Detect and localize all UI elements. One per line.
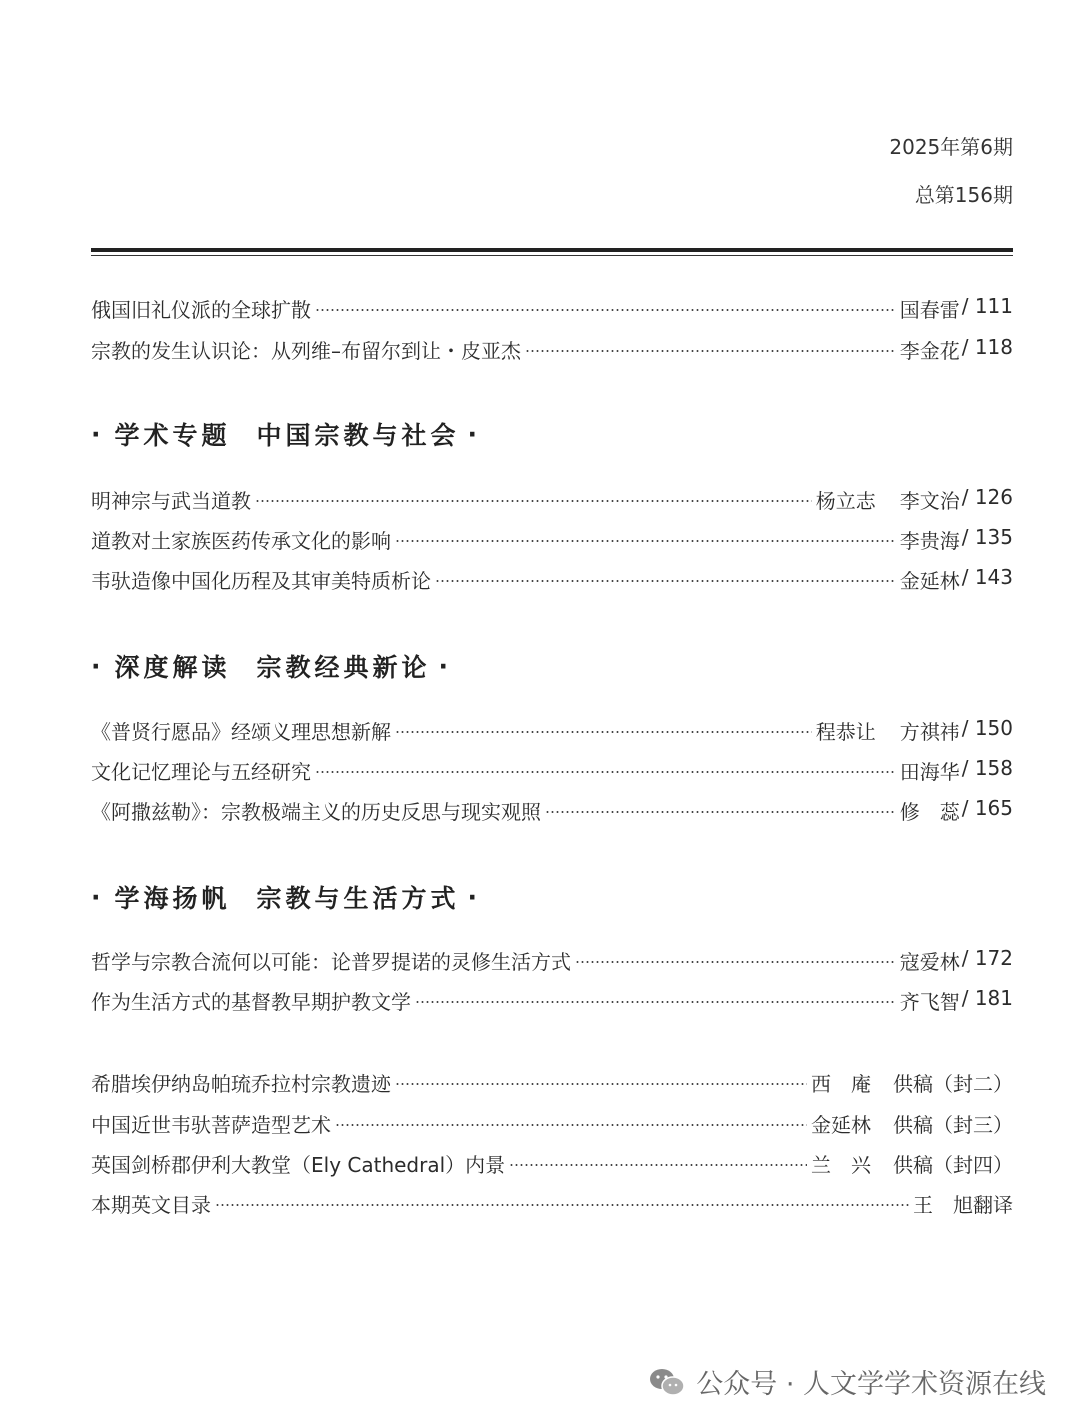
- section-bullet: ·: [467, 882, 482, 912]
- toc-entry[interactable]: [91, 716, 1013, 744]
- leader-dots: [509, 1164, 807, 1166]
- leader-dots: [525, 350, 896, 352]
- leader-dots: [335, 1124, 807, 1126]
- toc-extra-entry[interactable]: [91, 1189, 1013, 1217]
- section-column: 学术专题: [114, 421, 231, 450]
- entry-page: / 150: [961, 715, 1013, 740]
- toc-entry[interactable]: [91, 294, 1013, 322]
- section-column: 深度解读: [114, 653, 231, 682]
- entry-byline: [900, 335, 1013, 364]
- entry-byline: [913, 1189, 1013, 1218]
- entry-byline: [900, 796, 1013, 825]
- entry-author: 李贵海: [899, 528, 960, 553]
- entry-byline: [900, 986, 1013, 1015]
- toc-entry[interactable]: [91, 986, 1013, 1014]
- toc-extra-entry[interactable]: [91, 1068, 1013, 1096]
- leader-dots: [395, 1083, 807, 1085]
- entry-author: 金延林: [899, 568, 960, 593]
- total-issue-number: 总第156期: [914, 183, 1013, 207]
- toc-extra-entry[interactable]: [91, 1149, 1013, 1177]
- entry-page: / 111: [961, 293, 1013, 318]
- entry-title: 宗教的发生认识论：从列维–布留尔到让・皮亚杰: [91, 338, 521, 363]
- leader-dots: [315, 309, 896, 311]
- entry-byline: [900, 946, 1013, 975]
- section-bullet: ·: [91, 882, 105, 912]
- entry-title: 俄国旧礼仪派的全球扩散: [91, 297, 311, 322]
- entry-page: / 118: [961, 334, 1013, 359]
- entry-byline: [816, 485, 1013, 514]
- entry-page: / 126: [961, 484, 1013, 509]
- entry-author: 方祺祎: [899, 719, 960, 744]
- toc-entry[interactable]: [91, 565, 1013, 593]
- toc-extra-entry[interactable]: [91, 1109, 1013, 1137]
- section-bullet: ·: [91, 419, 105, 449]
- leader-dots: [255, 500, 812, 502]
- leader-dots: [315, 771, 896, 773]
- entry-title: 《阿撒兹勒》：宗教极端主义的历史反思与现实观照: [91, 799, 541, 824]
- entry-byline: [811, 1068, 1013, 1097]
- section-heading: [91, 879, 481, 915]
- entry-note: 供稿（封三）: [893, 1112, 1013, 1137]
- issue-number: 2025年第6期: [889, 135, 1013, 159]
- entry-title: 英国剑桥郡伊利大教堂（Ely Cathedral）内景: [91, 1152, 506, 1177]
- entry-author: 李金花: [899, 338, 960, 363]
- entry-title: 哲学与宗教合流何以可能：论普罗提诺的灵修生活方式: [91, 949, 571, 974]
- entry-author: 李文治: [899, 488, 960, 513]
- entry-page: / 143: [961, 564, 1013, 589]
- leader-dots: [395, 731, 812, 733]
- entry-title: 作为生活方式的基督教早期护教文学: [91, 989, 411, 1014]
- section-column: 学海扬帆: [114, 884, 231, 913]
- section-heading: [91, 648, 452, 684]
- leader-dots: [395, 540, 896, 542]
- entry-author: 程恭让: [815, 719, 876, 744]
- toc-entry[interactable]: [91, 525, 1013, 553]
- entry-author: 西 庵: [811, 1071, 871, 1096]
- header-rule-thick: [91, 248, 1013, 252]
- entry-author: 王 旭翻译: [913, 1192, 1013, 1217]
- watermark-text: 公众号 · 人文学学术资源在线: [696, 1369, 1046, 1400]
- leader-dots: [435, 580, 896, 582]
- entry-byline: [816, 716, 1013, 745]
- entry-title: 道教对土家族医药传承文化的影响: [91, 528, 391, 553]
- entry-byline: [811, 1149, 1013, 1178]
- toc-entry[interactable]: [91, 796, 1013, 824]
- entry-page: / 181: [961, 985, 1013, 1010]
- entry-title: 中国近世韦驮菩萨造型艺术: [91, 1112, 331, 1137]
- section-theme: 宗教经典新论: [256, 653, 431, 682]
- entry-author: 修 蕊: [899, 799, 960, 824]
- entry-byline: [900, 294, 1013, 323]
- entry-author: 兰 兴: [811, 1152, 871, 1177]
- entry-title: 《普贤行愿品》经颂义理思想新解: [91, 719, 391, 744]
- entry-author: 田海华: [899, 759, 960, 784]
- toc-entry[interactable]: [91, 335, 1013, 363]
- leader-dots: [575, 961, 896, 963]
- wechat-icon: [648, 1367, 686, 1397]
- entry-page: / 158: [961, 755, 1013, 780]
- entry-title: 希腊埃伊纳岛帕琉乔拉村宗教遗迹: [91, 1071, 391, 1096]
- section-theme: 中国宗教与社会: [256, 421, 460, 450]
- entry-author: 国春雷: [899, 297, 960, 322]
- entry-author: 齐飞智: [899, 989, 960, 1014]
- header-rule-thin: [91, 255, 1013, 256]
- watermark: [648, 1362, 1046, 1401]
- toc-entry[interactable]: [91, 756, 1013, 784]
- entry-author: 杨立志: [815, 488, 876, 513]
- toc-entry[interactable]: [91, 946, 1013, 974]
- section-heading: [91, 416, 481, 452]
- entry-title: 明神宗与武当道教: [91, 488, 251, 513]
- section-theme: 宗教与生活方式: [256, 884, 460, 913]
- entry-title: 本期英文目录: [91, 1192, 211, 1217]
- entry-byline: [811, 1109, 1013, 1138]
- entry-byline: [900, 525, 1013, 554]
- section-bullet: ·: [467, 419, 482, 449]
- section-bullet: ·: [438, 651, 453, 681]
- entry-note: 供稿（封二）: [893, 1071, 1013, 1096]
- leader-dots: [415, 1001, 896, 1003]
- entry-note: 供稿（封四）: [893, 1152, 1013, 1177]
- entry-page: / 135: [961, 524, 1013, 549]
- toc-entry[interactable]: [91, 485, 1013, 513]
- entry-author: 金延林: [811, 1112, 871, 1137]
- leader-dots: [215, 1204, 909, 1206]
- entry-byline: [900, 565, 1013, 594]
- entry-page: / 172: [961, 945, 1013, 970]
- entry-author: 寇爱林: [899, 949, 960, 974]
- entry-page: / 165: [961, 795, 1013, 820]
- section-bullet: ·: [91, 651, 105, 681]
- entry-title: 文化记忆理论与五经研究: [91, 759, 311, 784]
- entry-byline: [900, 756, 1013, 785]
- leader-dots: [545, 811, 896, 813]
- entry-title: 韦驮造像中国化历程及其审美特质析论: [91, 568, 431, 593]
